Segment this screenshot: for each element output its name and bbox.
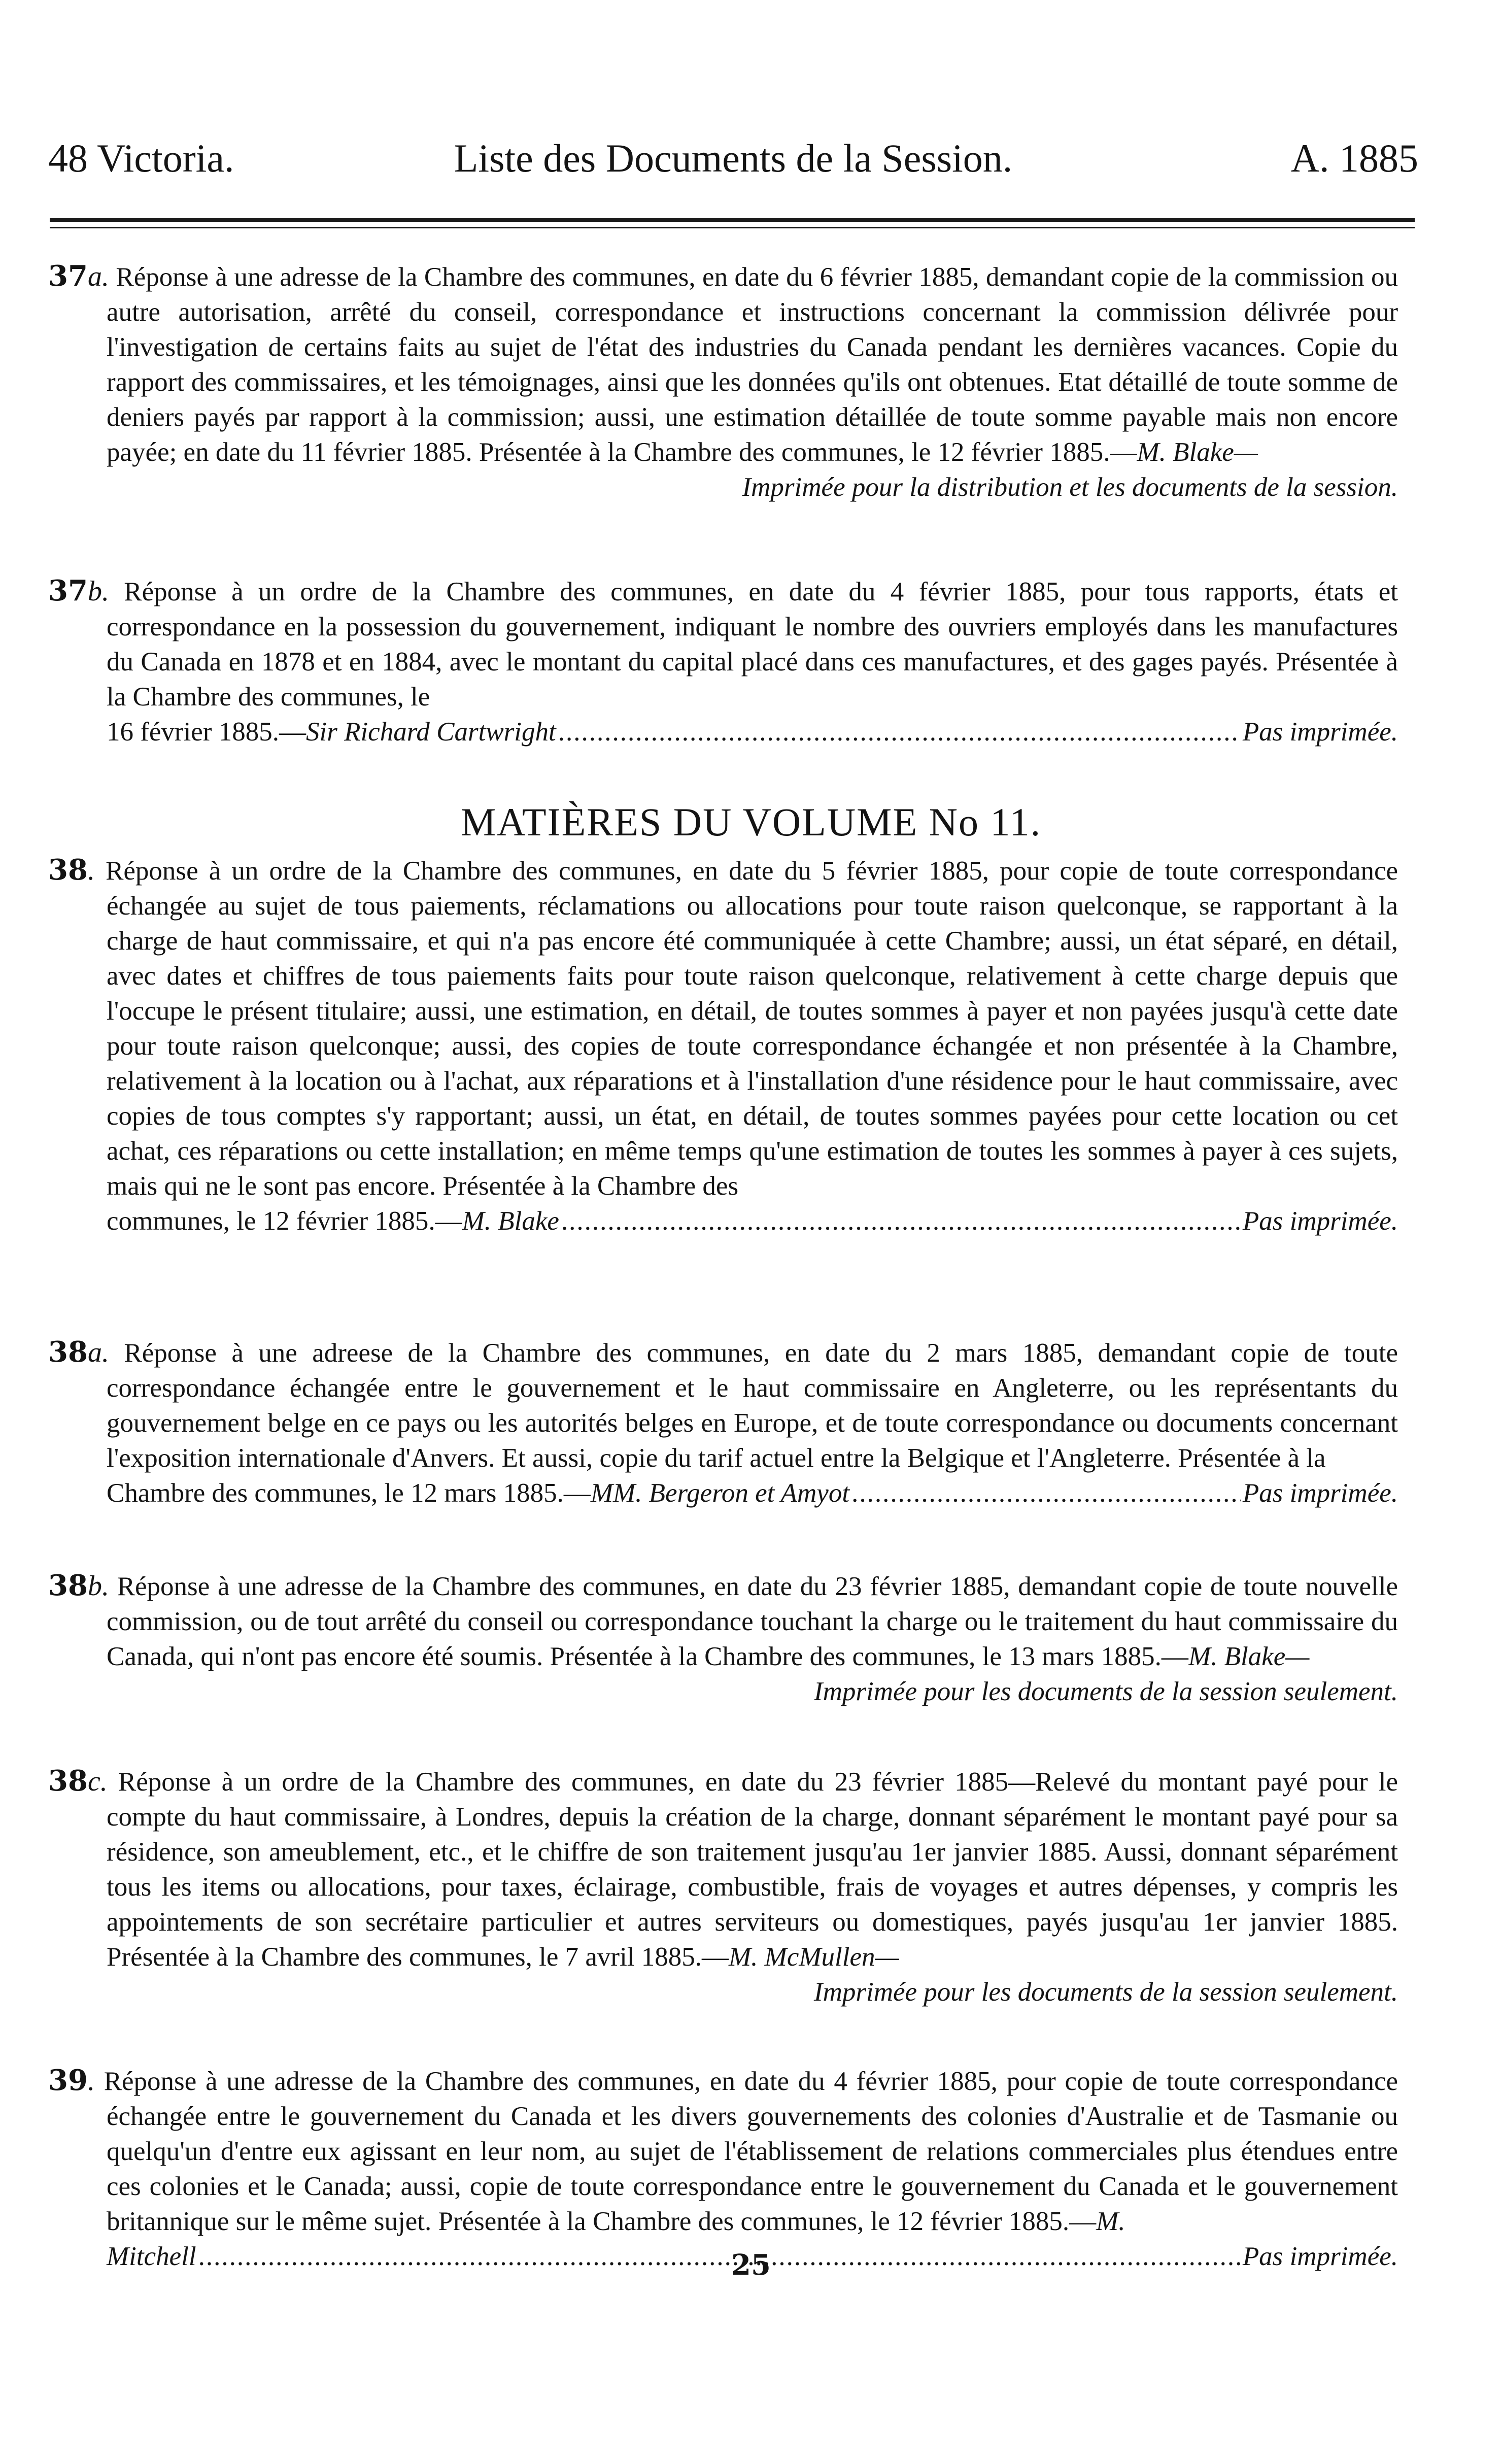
entry-number: 38c. xyxy=(48,1764,108,1798)
entry-38b xyxy=(48,1568,1398,1709)
entry-38a xyxy=(48,1335,1398,1511)
entry-text: Réponse à un ordre de la Chambre des communes, en date du 4 février 1885, pour tous rapports, états et correspondance en la possession du gouvernement, indiquant le nombre des ouvriers employés dans les manufactures du Canada en 1878 et en 1884, avec le montant du capital placé dans ces manufactures, et des gages payés. Présentée à la Chambre des communes, le xyxy=(107,577,1398,712)
leader-dots xyxy=(561,1204,1241,1239)
entry-number: 38b. xyxy=(48,1569,109,1602)
entry-37b xyxy=(48,573,1398,750)
entry-note: Imprimée pour la distribution et les documents de la session. xyxy=(742,472,1398,502)
entry-text: Réponse à une adresse de la Chambre des communes, en date du 6 février 1885, demandant copie de la commission ou autre autorisation, arrêté du conseil, correspondance et instructions concernant la commission délivrée pour l'investigation de certains faits au sujet de l'état des industries du Canada pendant les dernières vacances. Copie du rapport des commissaires, et les témoignages, ainsi que les données qu'ils ont obtenues. Etat détaillé de toute somme de deniers payés par rapport à la commission; aussi, une estimation détaillée de toute somme payable mais non encore payée; en date du 11 février 1885. Présentée à la Chambre des communes, le 12 février 1885.— xyxy=(107,262,1398,467)
entry-status: Pas imprimée. xyxy=(1242,717,1398,747)
entry-number: 37a. xyxy=(48,259,109,293)
entry-status: Pas imprimée. xyxy=(1242,1478,1398,1508)
entry-note: Imprimée pour les documents de la session seulement. xyxy=(813,1977,1398,2007)
entry-author: Mitchell xyxy=(107,2242,196,2271)
entry-author: M. McMullen— xyxy=(729,1942,899,1972)
entry-number: 38. xyxy=(48,853,95,887)
page-number: 25 xyxy=(731,2248,771,2282)
entry-38 xyxy=(48,853,1398,1239)
running-header xyxy=(48,133,1418,184)
entry-number: 38a. xyxy=(48,1335,109,1369)
entry-author: M. Blake— xyxy=(1188,1642,1310,1671)
entry-38c xyxy=(48,1764,1398,2010)
entry-last-line: 16 février 1885.—Sir Richard Cartwright ..... Pas imprimée. xyxy=(107,715,1398,750)
header-regnal-year: 48 Victoria. xyxy=(48,136,234,180)
entry-author: M. Blake xyxy=(462,1206,559,1236)
entry-37a xyxy=(48,259,1398,505)
entry-last-line: communes, le 12 février 1885.—M. Blake ..... Pas imprimée. xyxy=(107,1204,1398,1239)
entry-text: Réponse à une adresse de la Chambre des communes, en date du 23 février 1885, demandant copie de toute nouvelle commission, ou de tout arrêté du conseil ou correspondance touchant la charge ou le traitement du haut commissaire du Canada, qui n'ont pas encore été soumis. Présentée à la Chambre des communes, le 13 mars 1885.— xyxy=(107,1572,1398,1671)
entry-author: M. Blake— xyxy=(1137,437,1258,467)
header-year: A. 1885 xyxy=(1290,136,1418,180)
entry-author: MM. Bergeron et Amyot xyxy=(590,1478,850,1508)
entry-text: Réponse à un ordre de la Chambre des communes, en date du 23 février 1885—Relevé du montant payé pour le compte du haut commissaire, à Londres, depuis la création de la charge, donnant séparément le montant payé pour sa résidence, son ameublement, etc., et le chiffre de son traitement jusqu'au 1er janvier 1885. Aussi, donnant séparément tous les items ou allocations, pour taxes, éclairage, combustible, frais de voyages et autres dépenses, y compris les appointements de son secrétaire particulier et autres serviteurs ou domestiques, payés jusqu'au 1er janvier 1885. Présentée à la Chambre des communes, le 7 avril 1885.— xyxy=(107,1767,1398,1972)
entry-author-first: M. xyxy=(1096,2207,1125,2236)
entry-author: Sir Richard Cartwright xyxy=(305,717,556,747)
entry-last-line: Chambre des communes, le 12 mars 1885.—MM. Bergeron et Amyot ..... Pas imprimée. xyxy=(107,1476,1398,1511)
entry-note: Imprimée pour les documents de la session seulement. xyxy=(813,1677,1398,1706)
section-title: MATIÈRES DU VOLUME No 11. xyxy=(460,800,1042,844)
leader-dots xyxy=(851,1476,1241,1511)
entry-text: Réponse à un ordre de la Chambre des communes, en date du 5 février 1885, pour copie de toute correspondance échangée au sujet de tous paiements, réclamations ou allocations pour toute raison quelconque, se rapportant à la charge de haut commissaire, et qui n'a pas encore été communiquée à cette Chambre; aussi, un état séparé, en détail, avec dates et chiffres de tous paiements faits pour toute raison quelconque, relativement à cette charge depuis que l'occupe le présent titulaire; aussi, une estimation, en détail, de toutes sommes à payer et non payées jusqu'à cette date pour toute raison quelconque; aussi, des copies de toute correspondance échangée et non présentée à la Chambre, relativement à la location ou à l'achat, aux réparations et à l'installation d'une résidence pour le haut commissaire, avec copies de tous comptes s'y rapportant; aussi, un état, en détail, de toutes sommes payées pour cette location ou cet achat, ces réparations ou cette installation; en même temps qu'une estimation de toutes les sommes à payer à ces sujets, mais qui ne le sont pas encore. Présentée à la Chambre des xyxy=(106,856,1398,1201)
entry-text: Réponse à une adreese de la Chambre des communes, en date du 2 mars 1885, demandant copie de toute correspondance échangée entre le gouvernement et le haut commissaire en Angleterre, ou les représentants du gouvernement belge en ce pays ou les autorités belges en Europe, et de toute correspondance ou documents concernant l'exposition internationale d'Anvers. Et aussi, copie du tarif actuel entre la Belgique et l'Angleterre. Présentée à la xyxy=(107,1338,1398,1473)
header-title: Liste des Documents de la Session. xyxy=(454,136,1013,180)
leader-dots xyxy=(558,715,1241,750)
header-rule-thin xyxy=(50,227,1415,228)
entry-status: Pas imprimée. xyxy=(1242,1206,1398,1236)
entry-number: 39. xyxy=(48,2064,95,2097)
header-rule-thick xyxy=(50,218,1415,222)
entry-39 xyxy=(48,2063,1398,2274)
entry-status: Pas imprimée. xyxy=(1242,2242,1398,2271)
entry-text: Réponse à une adresse de la Chambre des communes, en date du 4 février 1885, pour copie de toute correspondance échangée entre le gouvernement du Canada et les divers gouvernements des colonies d'Australie et de Tasmanie ou quelqu'un d'entre eux agissant en leur nom, au sujet de l'établissement de relations commerciales plus étendues entre ces colonies et le Canada; aussi, copie de toute correspondance entre le gouvernement du Canada et le gouvernement britannique sur le même sujet. Présentée à la Chambre des communes, le 12 février 1885.— xyxy=(104,2067,1398,2236)
entry-number: 37b. xyxy=(48,574,109,607)
